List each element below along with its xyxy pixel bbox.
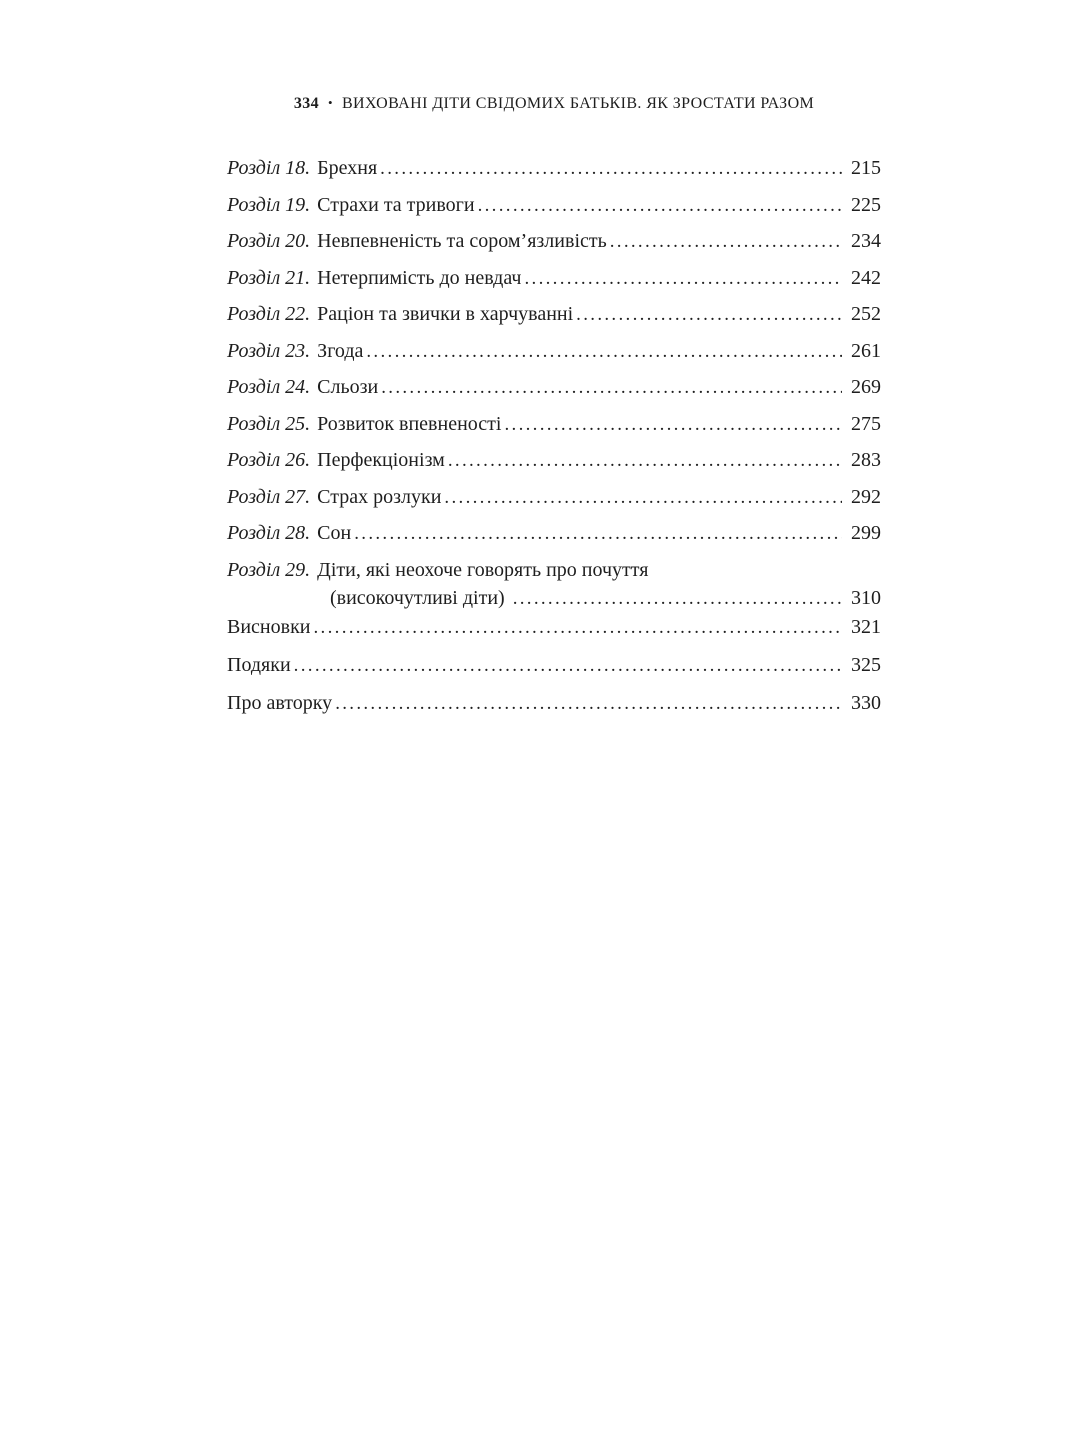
toc-dot-leader [380,157,842,180]
toc-entry-title: Нетерпимість до невдач [317,266,522,289]
toc-entry [227,376,881,399]
toc-entry-prefix: Розділ 23. [227,339,311,362]
toc-entry [227,230,881,253]
toc-entry [227,303,881,326]
toc-entry-page-number: 321 [846,616,881,638]
toc-entry-prefix: Розділ 20. [227,230,311,252]
toc-entry-title: Про авторку [227,692,333,714]
toc-entry-title: Розвиток впевненості [317,412,502,435]
toc-entry-page-number: 275 [846,412,881,435]
toc-entry [227,486,881,509]
toc-dot-leader [448,449,842,472]
toc-dot-leader [354,522,842,545]
toc-dot-leader [444,486,842,509]
toc-entry-title: Висновки [227,616,311,638]
running-title: ВИХОВАНІ ДІТИ СВІДОМИХ БАТЬКІВ. ЯК ЗРОСТАТИ РАЗОМ [341,95,815,112]
header-separator-bullet: • [328,95,333,110]
toc-entry [227,449,881,472]
toc-entry-page-number: 269 [846,376,881,398]
toc-entry-page-number: 252 [846,303,881,325]
toc-entry-page-number: 234 [846,230,881,252]
folio-page-number: 334 [293,95,320,112]
toc-entry [227,413,881,436]
toc-entry-line2 [227,587,881,610]
toc-dot-leader [610,230,842,253]
toc-entry-page-number: 310 [846,586,881,609]
toc-dot-leader [478,194,842,217]
toc-entry [227,340,881,363]
toc-entry-page-number: 261 [846,339,881,362]
toc-entry-page-number: 330 [846,692,881,714]
toc-entry-title: Брехня [317,157,378,179]
toc-entry-title: Невпевненість та сором’язливість [317,230,607,252]
toc-entry-prefix: Розділ 27. [227,485,311,508]
toc-entry [227,559,881,610]
toc-entry-prefix: Розділ 19. [227,193,311,216]
toc-entry-page-number: 292 [846,485,881,508]
running-header [227,95,881,113]
toc-dot-leader [504,413,842,436]
toc-entry-title: Подяки [227,654,291,676]
toc-entry-prefix: Розділ 28. [227,522,311,544]
toc-dot-leader [381,376,842,399]
toc-entry [227,522,881,545]
toc-entry-prefix: Розділ 22. [227,303,311,325]
toc-entry-title: Згода [317,339,364,362]
toc-entry-title: Сльози [317,376,379,398]
toc-entry-page-number: 242 [846,266,881,289]
toc-dot-leader [576,303,842,326]
toc-dot-leader [294,654,842,677]
toc-entry-title: Перфекціонізм [317,449,445,471]
toc-entry-prefix: Розділ 26. [227,449,311,471]
toc-entry [227,692,881,715]
toc-entry-prefix: Розділ 24. [227,376,311,398]
toc-entry-title: Раціон та звички в харчуванні [317,303,574,325]
toc-entry [227,654,881,677]
toc-entry-prefix: Розділ 21. [227,266,311,289]
toc-dot-leader [314,616,843,639]
toc-entry [227,194,881,217]
toc-entry-title: Страх розлуки [317,485,442,508]
toc-entry-page-number: 283 [846,449,881,471]
toc-dot-leader [366,340,842,363]
toc-dot-leader [513,587,842,610]
toc-entry-line1 [227,559,881,581]
toc-entry-title: Страхи та тривоги [317,193,475,216]
toc-entry-page-number: 325 [846,654,881,676]
toc-dot-leader [524,267,842,290]
toc-back-matter-list [227,616,881,730]
toc-entry-prefix: Розділ 29. [227,558,311,581]
toc-entry-title: Діти, які неохоче говорять про почуття [317,558,649,581]
toc-entry-title: Сон [317,522,352,544]
toc-entry [227,616,881,639]
toc-entry-page-number: 225 [846,193,881,216]
toc-entry-page-number: 299 [846,522,881,544]
toc-entry [227,157,881,180]
toc-entry-prefix: Розділ 18. [227,157,311,179]
toc-chapter-list [227,157,881,623]
toc-entry-prefix: Розділ 25. [227,412,311,435]
toc-entry-title-continued: (високочутливі діти) [330,586,510,609]
toc-dot-leader [335,692,842,715]
toc-entry-page-number: 215 [846,157,881,179]
toc-entry [227,267,881,290]
